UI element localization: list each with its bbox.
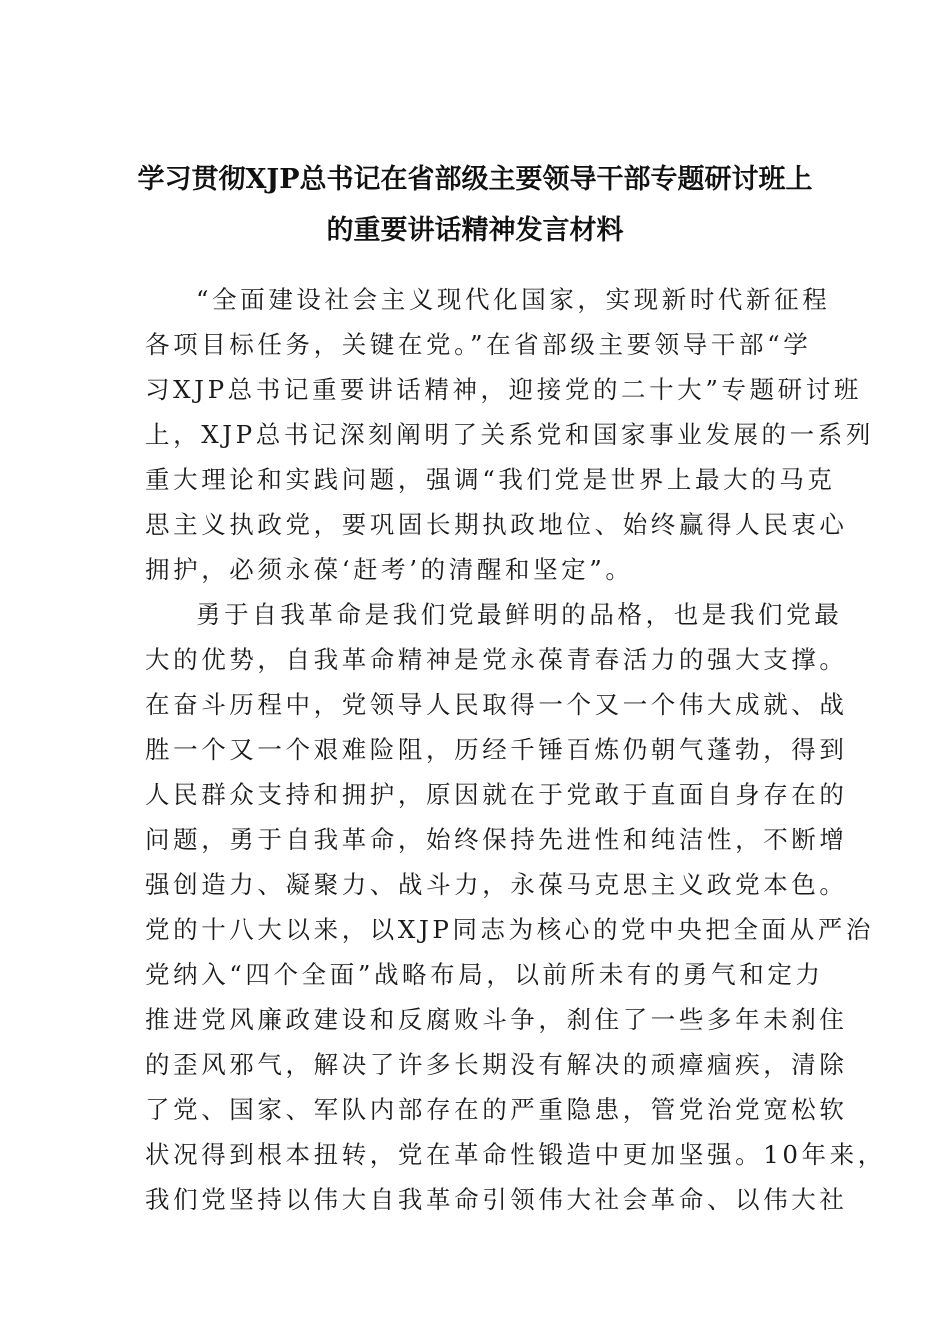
paragraph-line: 勇于自我革命是我们党最鲜明的品格，也是我们党最	[196, 600, 843, 629]
paragraph-line: 党纳入“四个全面”战略布局，以前所未有的勇气和定力	[145, 960, 824, 989]
document-title-line-2: 的重要讲话精神发言材料	[326, 215, 624, 246]
paragraph-line: 我们党坚持以伟大自我革命引领伟大社会革命、以伟大社	[145, 1185, 848, 1214]
document-title-line-1: 学习贯彻XJP总书记在省部级主要领导干部专题研讨班上	[137, 164, 813, 195]
paragraph-line: 大的优势，自我革命精神是党永葆青春活力的强大支撑。	[145, 645, 848, 674]
paragraph-line: 强创造力、凝聚力、战斗力，永葆马克思主义政党本色。	[145, 870, 848, 899]
paragraph-line: 人民群众支持和拥护，原因就在于党敢于直面自身存在的	[145, 780, 848, 809]
paragraph-line: 思主义执政党，要巩固长期执政地位、始终赢得人民衷心	[145, 510, 848, 539]
paragraph-line: 上，XJP总书记深刻阐明了关系党和国家事业发展的一系列	[145, 420, 874, 449]
paragraph-line: 在奋斗历程中，党领导人民取得一个又一个伟大成就、战	[145, 690, 848, 719]
paragraph-line: 拥护，必须永葆‘赶考’的清醒和坚定”。	[145, 555, 634, 584]
paragraph-line: “全面建设社会主义现代化国家，实现新时代新征程	[196, 285, 831, 314]
paragraph-line: 问题，勇于自我革命，始终保持先进性和纯洁性，不断增	[145, 825, 848, 854]
paragraph-line: 推进党风廉政建设和反腐败斗争，刹住了一些多年未刹住	[145, 1005, 848, 1034]
paragraph-line: 的歪风邪气，解决了许多长期没有解决的顽瘴痼疾，清除	[145, 1050, 848, 1079]
paragraph-line: 习XJP总书记重要讲话精神，迎接党的二十大”专题研讨班	[145, 375, 862, 404]
paragraph-line: 党的十八大以来，以XJP同志为核心的党中央把全面从严治	[145, 915, 874, 944]
paragraph-line: 各项目标任务，关键在党。”在省部级主要领导干部“学	[145, 330, 812, 359]
paragraph-line: 了党、国家、军队内部存在的严重隐患，管党治党宽松软	[145, 1095, 848, 1124]
paragraph-line: 胜一个又一个艰难险阻，历经千锤百炼仍朝气蓬勃，得到	[145, 735, 848, 764]
paragraph-line: 重大理论和实践问题，强调“我们党是世界上最大的马克	[145, 465, 836, 494]
paragraph-line: 状况得到根本扭转，党在革命性锻造中更加坚强。10年来，	[145, 1140, 886, 1169]
